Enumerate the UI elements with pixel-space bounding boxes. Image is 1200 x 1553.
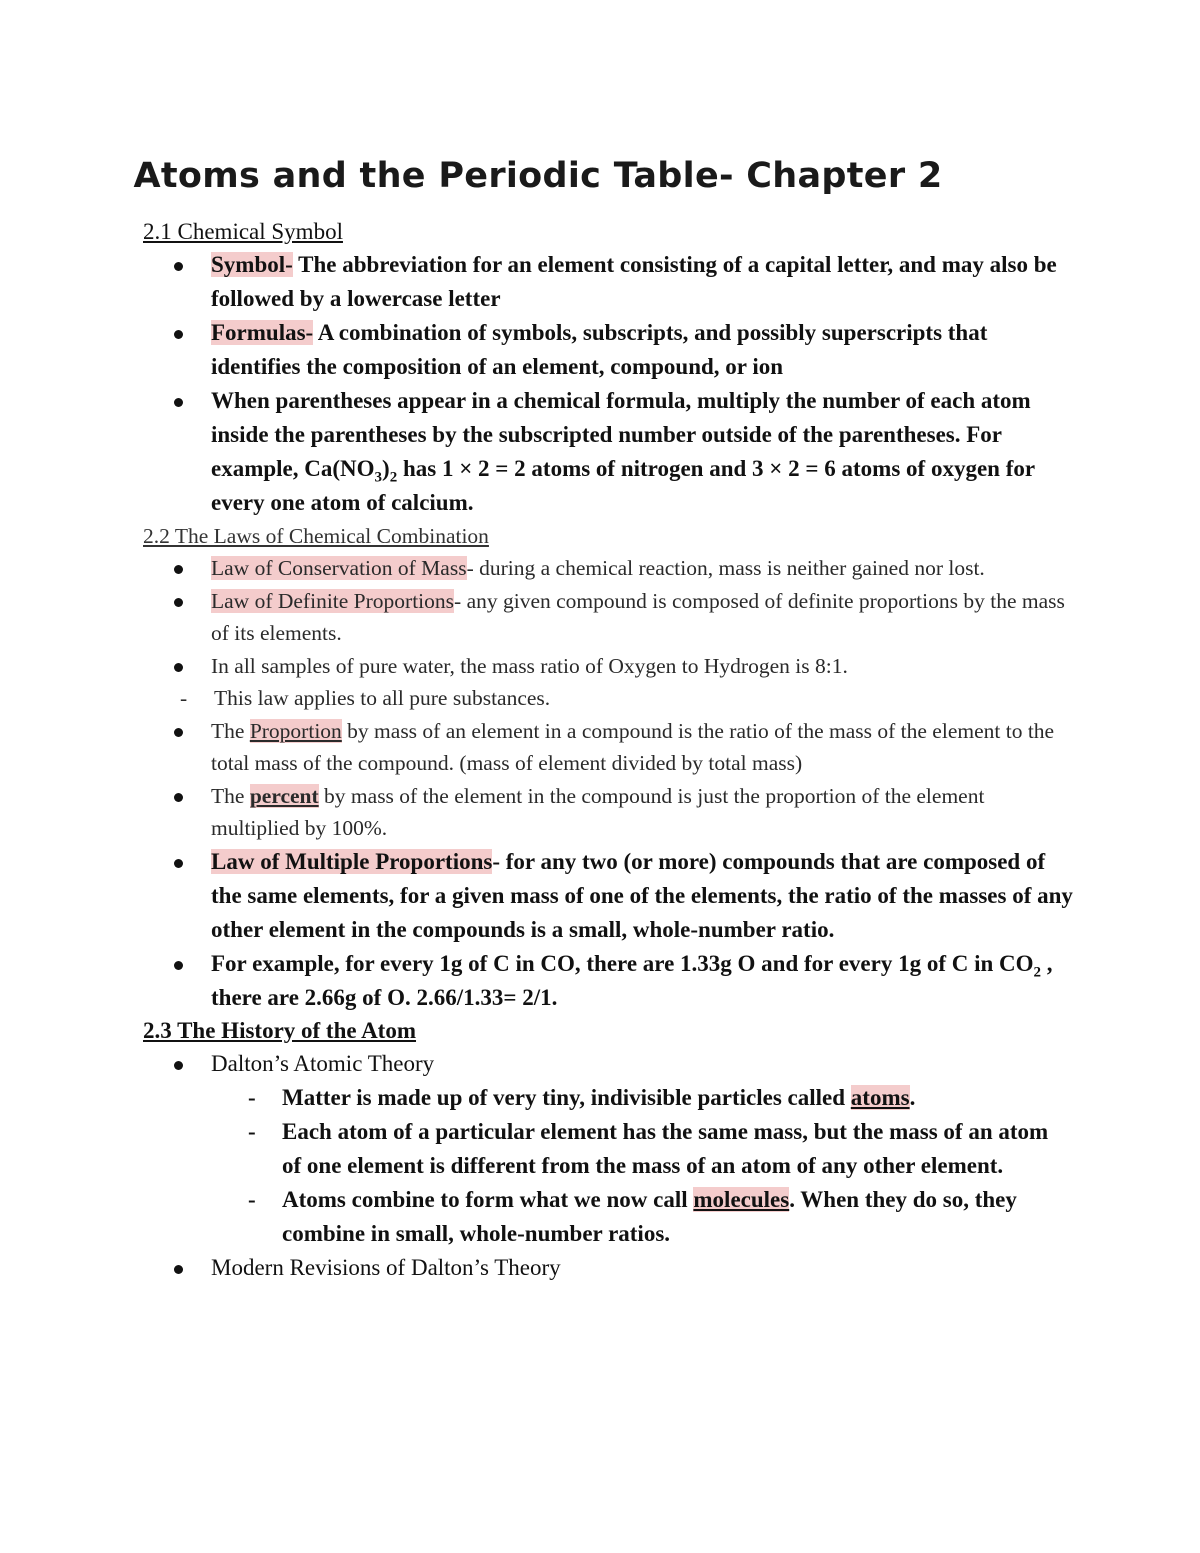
bullet-list-2-1: [143, 248, 1073, 520]
subscript: 3: [374, 469, 383, 486]
dalton-point-2: Each atom of a particular element has the same mass, but the mass of an atom of one element is different from the mass of an atom of any other element.: [282, 1118, 1049, 1178]
list-item: [248, 1081, 1073, 1115]
term-multiple-proportions: Law of Multiple Proportions: [211, 848, 493, 874]
section-heading-2-2: 2.2 The Laws of Chemical Combination: [143, 524, 489, 548]
term-conservation-of-mass: Law of Conservation of Mass: [211, 556, 467, 580]
parentheses-text: ): [382, 456, 390, 481]
list-item: [248, 1183, 1073, 1251]
subscript: 2: [1033, 964, 1042, 981]
page-title: Atoms and the Periodic Table- Chapter 2: [133, 156, 943, 196]
list-item: [248, 1115, 1073, 1183]
dalton-point-3: . When they do so, they combine in small, whole-number ratios.: [282, 1186, 1017, 1246]
bullet-icon: [174, 1265, 183, 1274]
bullet-list-2-2-bold: [143, 845, 1073, 1015]
dash-marker: -: [248, 1186, 256, 1212]
list-item: [180, 682, 1073, 715]
bullet-list-2-2: [143, 552, 1073, 845]
list-item: [211, 248, 1073, 316]
list-item: [211, 552, 1073, 585]
percent-text: The: [211, 783, 250, 808]
bullet-icon: [174, 1061, 183, 1070]
bullet-icon: [174, 330, 183, 339]
dash-marker: -: [248, 1084, 256, 1110]
section-heading-2-3: 2.3 The History of the Atom: [143, 1017, 417, 1043]
list-item: [211, 384, 1073, 520]
parentheses-text: When parentheses appear in a chemical formula, multiply the number of each atom inside the parentheses by the subscripted number outside of the parentheses. For example, Ca(NO: [211, 388, 1031, 481]
bullet-icon: [174, 961, 183, 970]
dash-marker: -: [180, 686, 188, 710]
dalton-point-1: .: [909, 1084, 916, 1110]
dalton-theory-label: Dalton’s Atomic Theory: [211, 1050, 435, 1076]
list-item: [211, 947, 1073, 1015]
definition-multiple: - for any two (or more) compounds that are composed of the same elements, for a given mass of one of the elements, the ratio of the masses of any other element in the compounds is a small, whole-number ratio.: [211, 848, 1073, 942]
list-item: [211, 585, 1073, 650]
definition-formulas: A combination of symbols, subscripts, and possibly superscripts that identifies the composition of an element, compound, or ion: [211, 320, 988, 379]
dash-marker: -: [248, 1118, 256, 1144]
list-item: [180, 650, 1073, 715]
example-text: For example, for every 1g of C in CO, there are 1.33g O and for every 1g of C in CO: [211, 950, 1034, 976]
bullet-icon: [174, 598, 183, 607]
bullet-icon: [174, 663, 183, 672]
dalton-point-1: Matter is made up of very tiny, indivisible particles called: [282, 1084, 851, 1110]
document-page: [133, 150, 1073, 1285]
bullet-icon: [174, 398, 183, 407]
list-item: [211, 1251, 1073, 1285]
definition-definite: - any given compound is composed of definite proportions by the mass of its elements.: [211, 588, 1065, 645]
proportion-text: by mass of an element in a compound is the ratio of the mass of the element to the total mass of the compound. (mass of element divided by total mass): [211, 718, 1055, 775]
modern-revisions-label: Modern Revisions of Dalton’s Theory: [211, 1254, 561, 1280]
dash-list: [143, 682, 1073, 715]
section-heading-2-1: 2.1 Chemical Symbol: [143, 219, 343, 244]
term-molecules: molecules: [693, 1186, 790, 1212]
bullet-icon: [174, 728, 183, 737]
example-text: , there are 2.66g of O. 2.66/1.33= 2/1.: [211, 950, 1053, 1010]
bullet-icon: [174, 565, 183, 574]
term-atoms: atoms: [850, 1084, 910, 1110]
subscript: 2: [389, 469, 398, 486]
definition-conservation: - during a chemical reaction, mass is neither gained nor lost.: [466, 556, 985, 580]
dalton-point-3: Atoms combine to form what we now call: [282, 1186, 694, 1212]
parentheses-text: has 1 × 2 = 2 atoms of nitrogen and 3 × 2 = 6 atoms of oxygen for every one atom of calcium.: [211, 456, 1035, 515]
term-definite-proportions: Law of Definite Proportions: [211, 588, 455, 613]
bullet-list-2-3: [143, 1047, 1073, 1285]
list-item: [211, 715, 1073, 780]
water-subpoint: This law applies to all pure substances.: [214, 686, 551, 710]
list-item: [211, 780, 1073, 845]
percent-text: by mass of the element in the compound is just the proportion of the element multiplied by 100%.: [211, 783, 985, 840]
bullet-icon: [174, 859, 183, 868]
term-symbol: Symbol-: [211, 252, 293, 277]
definition-symbol: The abbreviation for an element consisting of a capital letter, and may also be followed by a lowercase letter: [211, 252, 1057, 311]
list-item: [211, 1047, 1073, 1251]
bullet-icon: [174, 793, 183, 802]
dash-list: [143, 1081, 1073, 1251]
bullet-icon: [174, 262, 183, 271]
term-formulas: Formulas-: [211, 320, 314, 345]
term-proportion: Proportion: [249, 718, 342, 743]
list-item: [211, 316, 1073, 384]
proportion-text: The: [211, 718, 250, 743]
list-item: [211, 845, 1073, 947]
water-ratio-text: In all samples of pure water, the mass ratio of Oxygen to Hydrogen is 8:1.: [211, 653, 848, 678]
term-percent: percent: [249, 783, 319, 808]
